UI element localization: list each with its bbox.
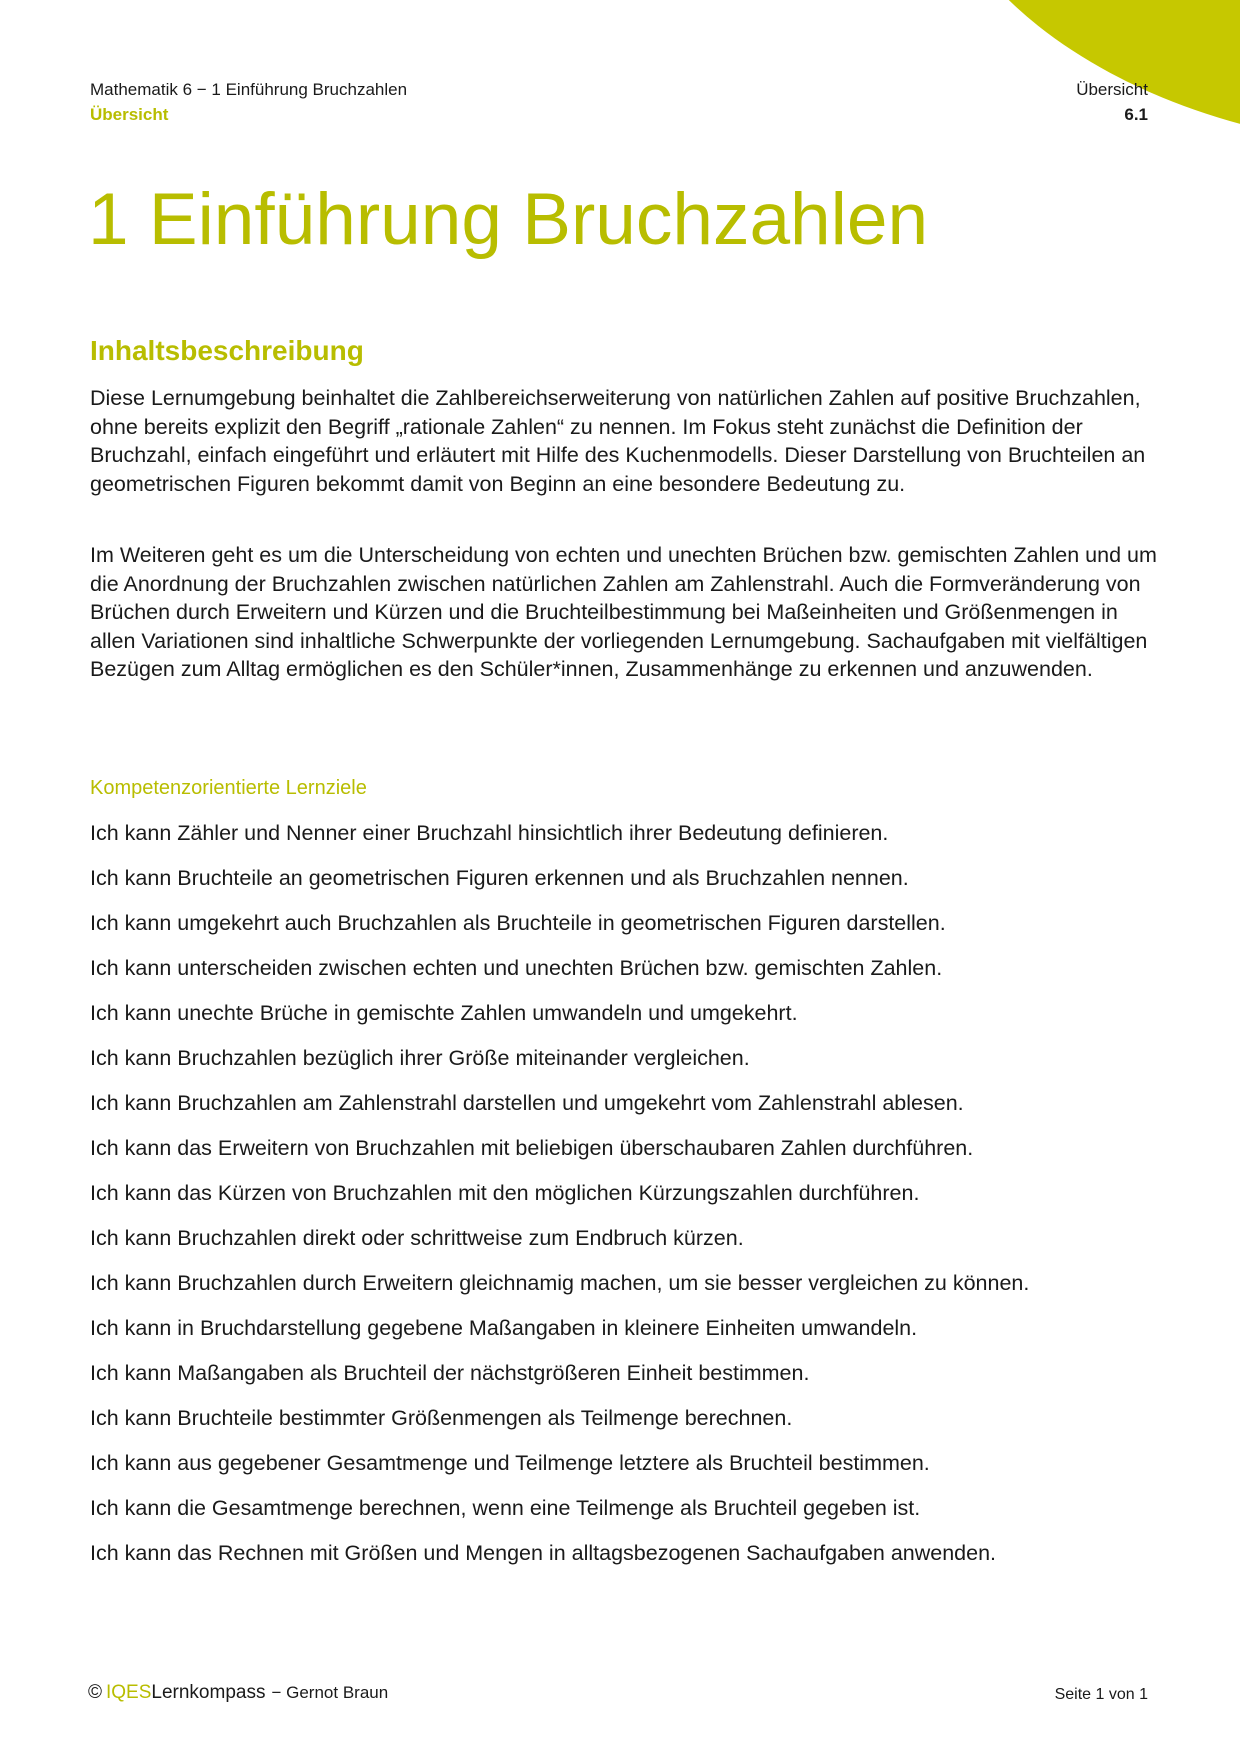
header-page-code: 6.1: [1124, 105, 1148, 124]
objectives-list: [90, 819, 1160, 1584]
header-section: Übersicht: [90, 105, 169, 124]
content-description-heading: Inhaltsbeschreibung: [90, 335, 364, 366]
copyright-icon: ©: [88, 1682, 102, 1703]
objective-item: Ich kann Bruchzahlen bezüglich ihrer Größe miteinander vergleichen.: [90, 1046, 750, 1070]
objective-item: Ich kann das Kürzen von Bruchzahlen mit den möglichen Kürzungszahlen durchführen.: [90, 1181, 920, 1205]
description-paragraph-2: Im Weiteren geht es um die Unterscheidung von echten und unechten Brüchen bzw. gemischten Zahlen und um die Anordnung der Bruchzahlen zwischen natürlichen Zahlen am Zahlenstrahl. Auch die Formveränderung von Brüchen durch Erweitern und Kürzen und die Bruchteilbestimmung bei Maßeinheiten und Größenmengen in allen Variationen sind inhaltliche Schwerpunkte der vorliegenden Lernumgebung. Sachaufgaben mit vielfältigen Bezügen zum Alltag ermöglichen es den Schüler*innen, Zusammenhänge zu erkennen und anzuwenden.: [90, 543, 1157, 681]
brand-lernkompass: Lernkompass: [151, 1682, 266, 1703]
objective-item: Ich kann das Rechnen mit Größen und Mengen in alltagsbezogenen Sachaufgaben anwenden.: [90, 1541, 997, 1565]
objective-item: Ich kann Zähler und Nenner einer Bruchzahl hinsichtlich ihrer Bedeutung definieren.: [90, 821, 889, 845]
objective-item: Ich kann Bruchzahlen am Zahlenstrahl darstellen und umgekehrt vom Zahlenstrahl ablesen.: [90, 1091, 964, 1115]
header-right: [1076, 77, 1148, 127]
corner-decoration: [920, 0, 1240, 150]
header-left: [90, 77, 407, 127]
objective-item: Ich kann Bruchzahlen direkt oder schrittweise zum Endbruch kürzen.: [90, 1226, 744, 1250]
header-subject: Mathematik 6 − 1 Einführung Bruchzahlen: [90, 80, 408, 99]
objective-item: Ich kann unterscheiden zwischen echten und unechten Brüchen bzw. gemischten Zahlen.: [90, 956, 943, 980]
objective-item: Ich kann Bruchzahlen durch Erweitern gleichnamig machen, um sie besser vergleichen zu können.: [90, 1271, 1030, 1295]
objective-item: Ich kann umgekehrt auch Bruchzahlen als Bruchteile in geometrischen Figuren darstellen.: [90, 911, 946, 935]
page-number: Seite 1 von 1: [1054, 1686, 1148, 1703]
objective-item: Ich kann die Gesamtmenge berechnen, wenn eine Teilmenge als Bruchteil gegeben ist.: [90, 1496, 921, 1520]
footer-author: − Gernot Braun: [271, 1683, 389, 1702]
footer-brand: [88, 1682, 388, 1704]
objective-item: Ich kann das Erweitern von Bruchzahlen mit beliebigen überschaubaren Zahlen durchführen.: [90, 1136, 974, 1160]
objectives-heading: Kompetenzorientierte Lernziele: [90, 777, 367, 799]
description-paragraph-1: Diese Lernumgebung beinhaltet die Zahlbereichserweiterung von natürlichen Zahlen auf positive Bruchzahlen, ohne bereits explizit den Begriff „rationale Zahlen“ zu nennen. Im Fokus steht zunächst die Definition der Bruchzahl, einfach eingeführt und erläutert mit Hilfe des Kuchenmodells. Dieser Darstellung von Bruchteilen an geometrischen Figuren bekommt damit von Beginn an eine besondere Bedeutung zu.: [90, 386, 1146, 496]
header-right-label: Übersicht: [1076, 80, 1148, 99]
objective-item: Ich kann in Bruchdarstellung gegebene Maßangaben in kleinere Einheiten umwandeln.: [90, 1316, 918, 1340]
brand-iqes: IQES: [106, 1682, 152, 1703]
objective-item: Ich kann Bruchteile an geometrischen Figuren erkennen und als Bruchzahlen nennen.: [90, 866, 909, 890]
objective-item: Ich kann Bruchteile bestimmter Größenmengen als Teilmenge berechnen.: [90, 1406, 793, 1430]
objective-item: Ich kann aus gegebener Gesamtmenge und Teilmenge letztere als Bruchteil bestimmen.: [90, 1451, 930, 1475]
page-title: 1 Einführung Bruchzahlen: [88, 179, 929, 260]
objective-item: Ich kann Maßangaben als Bruchteil der nächstgrößeren Einheit bestimmen.: [90, 1361, 810, 1385]
objective-item: Ich kann unechte Brüche in gemischte Zahlen umwandeln und umgekehrt.: [90, 1001, 798, 1025]
